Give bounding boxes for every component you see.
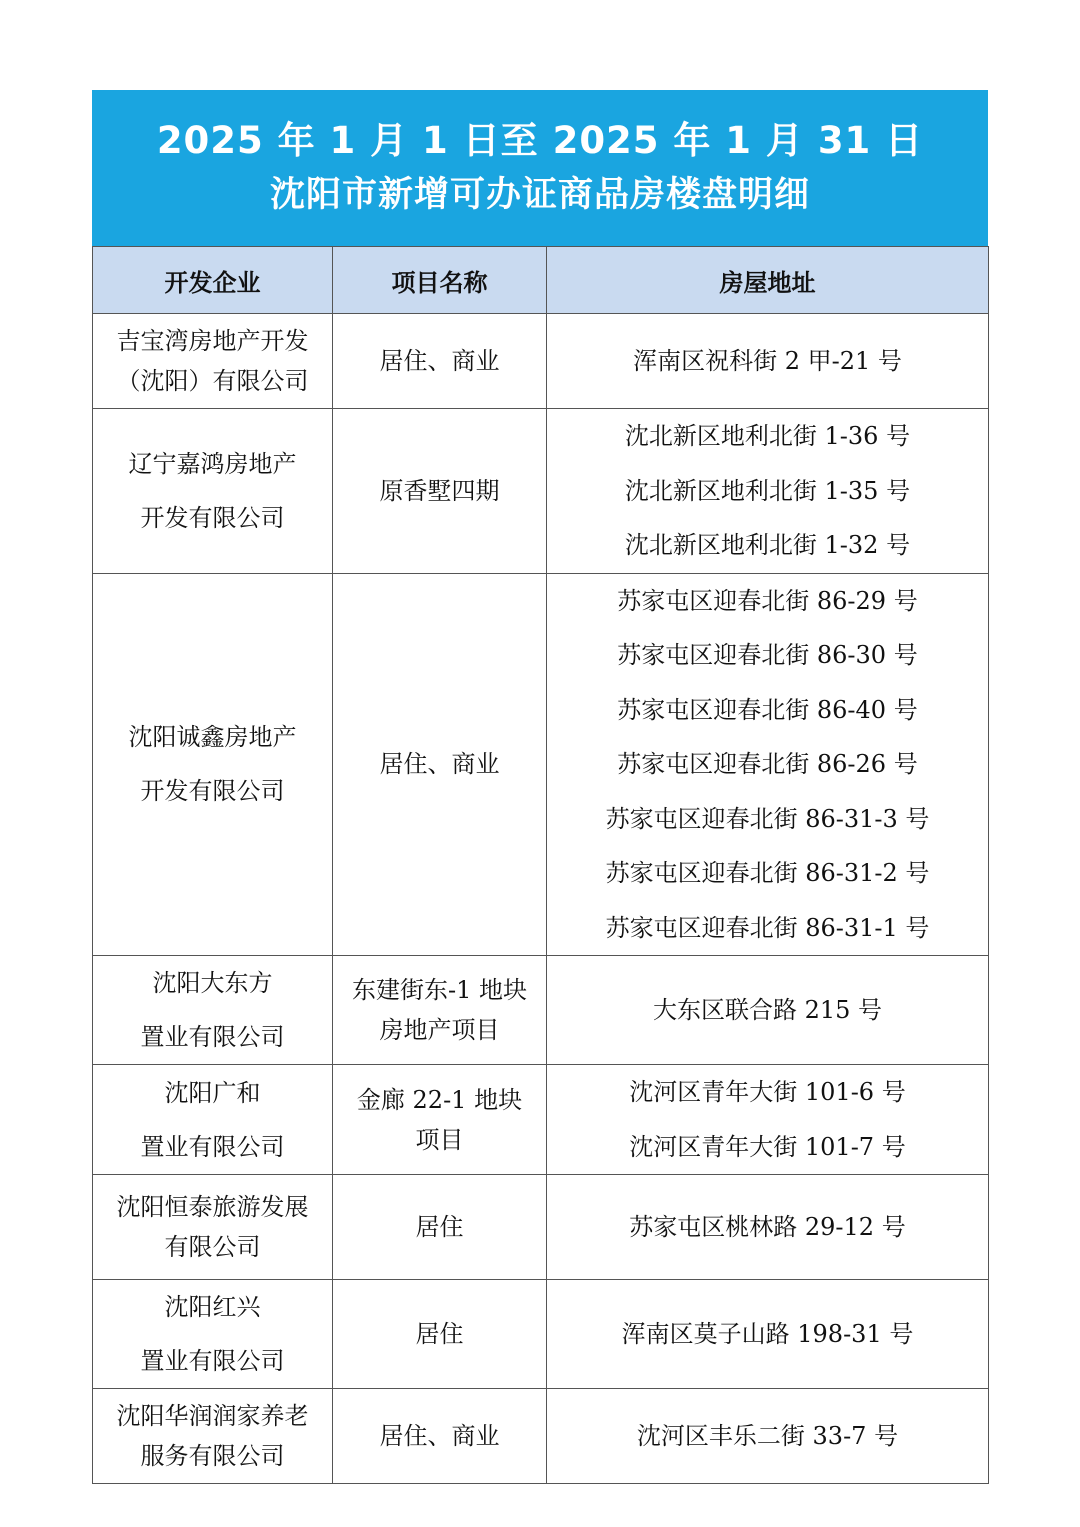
cell-address [547, 1389, 989, 1484]
cell-project [333, 1065, 547, 1175]
cell-developer [93, 1280, 333, 1389]
cell-address [547, 409, 989, 574]
cell-developer [93, 1065, 333, 1175]
project-line: 项目 [415, 1125, 464, 1154]
developer-line: 有限公司 [164, 1233, 261, 1261]
developer-line: （沈阳）有限公司 [116, 367, 309, 395]
table-row [93, 1065, 989, 1175]
cell-project [333, 314, 547, 409]
cell-address [547, 956, 989, 1065]
project-line: 房地产项目 [379, 1016, 500, 1044]
cell-developer [93, 956, 333, 1065]
developer-line: 沈阳恒泰旅游发展 [116, 1193, 309, 1221]
table-row [93, 409, 989, 574]
table-row [93, 1175, 989, 1280]
address-line: 苏家屯区迎春北街 86-31-3 号 [605, 804, 930, 833]
address-line: 沈北新区地利北街 1-35 号 [624, 476, 911, 505]
cell-developer [93, 1389, 333, 1484]
cell-project [333, 956, 547, 1065]
developer-line: 沈阳红兴 [164, 1293, 261, 1321]
address-line: 苏家屯区迎春北街 86-29 号 [617, 586, 918, 615]
cell-project [333, 409, 547, 574]
developer-line: 服务有限公司 [140, 1442, 285, 1470]
project-line: 居住、商业 [379, 347, 500, 375]
cell-project [333, 573, 547, 956]
address-line: 浑南区莫子山路 198-31 号 [621, 1320, 914, 1348]
address-line: 苏家屯区迎春北街 86-31-1 号 [605, 913, 930, 942]
table-row [93, 573, 989, 956]
address-line: 沈北新区地利北街 1-32 号 [624, 531, 911, 559]
cell-address [547, 573, 989, 956]
developer-line: 辽宁嘉鸿房地产 [128, 449, 297, 478]
cell-address [547, 1280, 989, 1389]
developer-line: 置业有限公司 [140, 1023, 285, 1051]
developer-line: 开发有限公司 [140, 503, 285, 532]
developer-line: 沈阳广和 [164, 1078, 261, 1107]
document [92, 90, 988, 1484]
project-line: 居住 [415, 1320, 464, 1348]
address-line: 沈河区青年大街 101-6 号 [629, 1078, 906, 1106]
table-row [93, 1389, 989, 1484]
title-subject: 沈阳市新增可办证商品房楼盘明细 [269, 175, 810, 215]
address-line: 苏家屯区迎春北街 86-26 号 [617, 750, 918, 778]
address-line: 大东区联合路 215 号 [652, 996, 883, 1024]
address-line: 苏家屯区迎春北街 86-40 号 [617, 695, 918, 724]
table-row [93, 314, 989, 409]
project-line: 居住、商业 [379, 750, 500, 779]
cell-developer [93, 573, 333, 956]
project-line: 居住、商业 [379, 1422, 500, 1450]
cell-developer [93, 409, 333, 574]
developer-line: 吉宝湾房地产开发 [116, 327, 309, 355]
table-row [93, 956, 989, 1065]
listing-table [92, 246, 989, 1484]
title-banner [92, 90, 988, 246]
address-line: 苏家屯区迎春北街 86-31-2 号 [605, 859, 930, 887]
cell-project [333, 1175, 547, 1280]
developer-line: 沈阳华润润家养老 [116, 1402, 309, 1430]
title-date-range: 2025 年 1 月 1 日至 2025 年 1 月 31 日 [156, 119, 924, 162]
cell-address [547, 1065, 989, 1175]
developer-line: 置业有限公司 [140, 1347, 285, 1375]
cell-address [547, 1175, 989, 1280]
address-line: 沈河区丰乐二街 33-7 号 [636, 1422, 899, 1450]
header-developer: 开发企业 [93, 247, 333, 314]
project-line: 东建街东-1 地块 [351, 976, 527, 1004]
cell-developer [93, 1175, 333, 1280]
project-line: 金廊 22-1 地块 [356, 1085, 523, 1114]
table-body [93, 314, 989, 1484]
cell-project [333, 1389, 547, 1484]
project-line: 原香墅四期 [379, 476, 500, 505]
address-line: 沈北新区地利北街 1-36 号 [624, 422, 911, 450]
header-address: 房屋地址 [547, 247, 989, 314]
developer-line: 沈阳诚鑫房地产 [128, 723, 297, 752]
developer-line: 置业有限公司 [140, 1132, 285, 1161]
address-line: 苏家屯区桃林路 29-12 号 [629, 1213, 906, 1241]
cell-address [547, 314, 989, 409]
developer-line: 沈阳大东方 [152, 969, 273, 997]
address-line: 浑南区祝科街 2 甲-21 号 [633, 347, 902, 375]
address-line: 苏家屯区迎春北街 86-30 号 [617, 641, 918, 669]
developer-line: 开发有限公司 [140, 777, 285, 806]
header-project: 项目名称 [333, 247, 547, 314]
project-line: 居住 [415, 1213, 464, 1241]
table-row [93, 1280, 989, 1389]
cell-project [333, 1280, 547, 1389]
address-line: 沈河区青年大街 101-7 号 [629, 1132, 906, 1161]
cell-developer [93, 314, 333, 409]
table-header-row [93, 247, 989, 314]
